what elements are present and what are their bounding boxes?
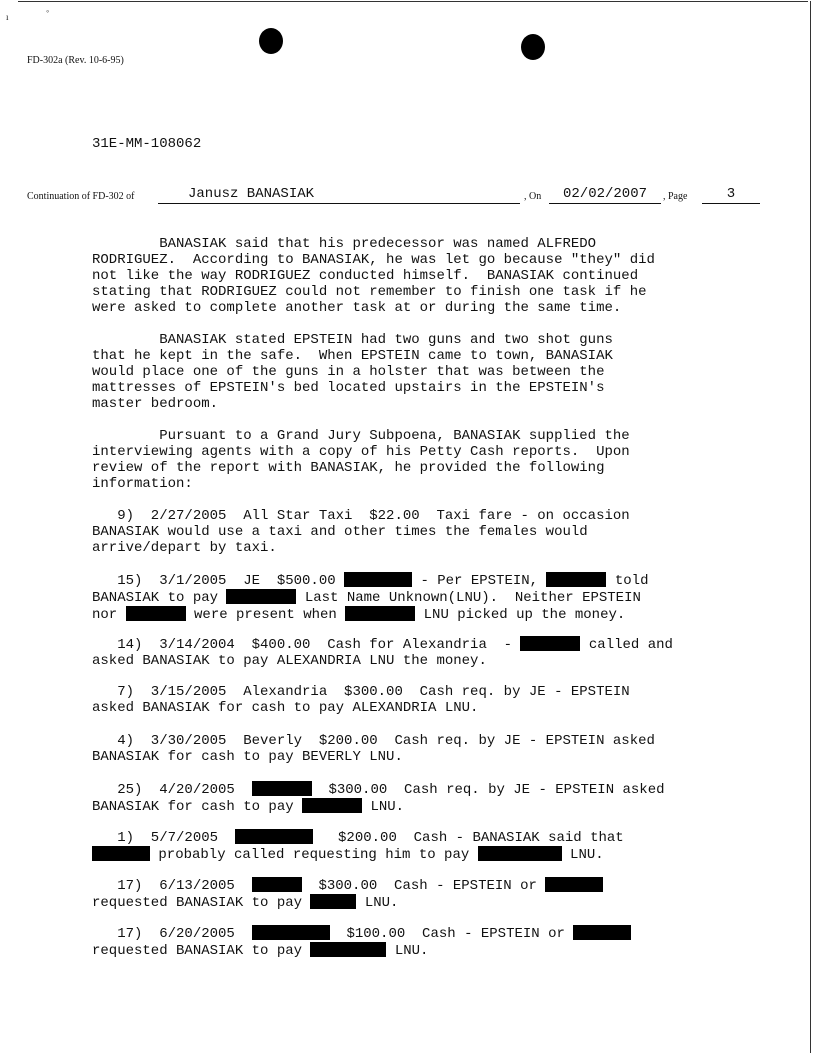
text-segment: were present when [185,607,346,623]
file-number: 31E-MM-108062 [92,136,202,152]
redaction-box [573,925,631,940]
page-border-top [18,1,808,2]
text-segment: told [606,573,649,589]
entry-25 [92,781,752,815]
redaction-box [226,589,296,604]
redaction-box [302,798,362,813]
text-line: arrive/depart by taxi. [92,540,277,556]
redaction-box [252,877,302,892]
text-segment: 25) 4/20/2005 [92,782,252,798]
text-line: BANASIAK would use a taxi and other times the females would [92,524,588,540]
redaction-box [345,606,415,621]
subject-field [158,186,520,204]
redaction-box [520,636,580,651]
date-field [549,186,661,204]
text-line: BANASIAK said that his predecessor was named ALFREDO [92,236,597,252]
form-id: FD-302a (Rev. 10-6-95) [27,55,124,66]
text-segment: Last Name Unknown(LNU). Neither EPSTEIN [296,590,641,606]
text-segment: 15) 3/1/2005 JE $500.00 [92,573,345,589]
redaction-box [545,877,603,892]
punch-hole-right [521,34,545,60]
text-line: were asked to complete another task at or during the same time. [92,300,622,316]
text-segment: BANASIAK to pay [92,590,227,606]
paragraph-predecessor [92,236,752,316]
text-line: stating that RODRIGUEZ could not remember to finish one task if he [92,284,647,300]
text-line: information: [92,476,193,492]
text-segment: $100.00 Cash - EPSTEIN or [329,926,574,942]
redaction-box [252,925,330,940]
text-segment: $300.00 Cash - EPSTEIN or [301,878,546,894]
punch-hole-left [259,28,283,54]
text-segment: LNU picked up the money. [415,607,626,623]
text-segment: 7) 3/15/2005 Alexandria $300.00 Cash req. by JE - EPSTEIN [92,684,630,700]
text-segment: asked BANASIAK to pay ALEXANDRIA LNU the money. [92,653,487,669]
text-segment: BANASIAK for cash to pay [92,799,303,815]
page-border-right [810,1,811,1053]
text-segment: probably called requesting him to pay [150,847,478,863]
entry-17-june-20 [92,925,752,959]
continuation-label: Continuation of FD-302 of [27,191,135,202]
text-line: that he kept in the safe. When EPSTEIN came to town, BANASIAK [92,348,613,364]
text-segment: $300.00 Cash req. by JE - EPSTEIN asked [311,782,665,798]
text-line: RODRIGUEZ. According to BANASIAK, he was let go because "they" did [92,252,655,268]
subject-name: Janusz BANASIAK [188,186,315,202]
entry-1 [92,829,752,863]
redaction-box [310,894,356,909]
text-segment: LNU. [386,943,429,959]
report-date: 02/02/2007 [562,186,647,202]
on-label: , On [524,191,542,202]
text-line: Pursuant to a Grand Jury Subpoena, BANASIAK supplied the [92,428,630,444]
text-line: master bedroom. [92,396,219,412]
entry-9 [92,508,752,556]
redaction-box [546,572,606,587]
text-line: 9) 2/27/2005 All Star Taxi $22.00 Taxi fare - on occasion [92,508,630,524]
text-segment: 14) 3/14/2004 $400.00 Cash for Alexandria - [92,637,521,653]
entry-4 [92,733,752,765]
text-line: interviewing agents with a copy of his Petty Cash reports. Upon [92,444,630,460]
text-line: mattresses of EPSTEIN's bed located upstairs in the EPSTEIN's [92,380,605,396]
text-segment: requested BANASIAK to pay [92,943,311,959]
text-line: review of the report with BANASIAK, he provided the following [92,460,605,476]
page-number: 3 [726,186,736,202]
redaction-box [126,606,186,621]
text-line: BANASIAK stated EPSTEIN had two guns and two shot guns [92,332,613,348]
page-label: , Page [663,191,688,202]
text-segment: 1) 5/7/2005 [92,830,235,846]
redaction-box [478,846,562,861]
text-segment: - Per EPSTEIN, [412,573,547,589]
scan-speck: ı [6,12,9,22]
paragraph-subpoena [92,428,752,492]
text-line: not like the way RODRIGUEZ conducted himself. BANASIAK continued [92,268,639,284]
redaction-box [92,846,150,861]
text-segment: 4) 3/30/2005 Beverly $200.00 Cash req. by JE - EPSTEIN asked [92,733,655,749]
text-segment: nor [92,607,126,623]
text-segment: LNU. [356,895,399,911]
entry-14 [92,636,752,669]
paragraph-guns [92,332,752,412]
redaction-box [252,781,312,796]
text-segment: 17) 6/13/2005 [92,878,252,894]
entry-7 [92,684,752,716]
redaction-box [344,572,412,587]
page-field [702,186,760,204]
redaction-box [235,829,313,844]
text-segment: $200.00 Cash - BANASIAK said that [312,830,624,846]
text-segment: 17) 6/20/2005 [92,926,252,942]
text-line: would place one of the guns in a holster that was between the [92,364,605,380]
scan-speck: ◦ [46,6,50,16]
text-segment: called and [580,637,673,653]
text-segment: LNU. [561,847,604,863]
text-segment: asked BANASIAK for cash to pay ALEXANDRIA LNU. [92,700,479,716]
entry-15 [92,572,752,623]
entry-17-june-13 [92,877,752,911]
text-segment: BANASIAK for cash to pay BEVERLY LNU. [92,749,403,765]
redaction-box [310,942,386,957]
text-segment: requested BANASIAK to pay [92,895,311,911]
text-segment: LNU. [362,799,405,815]
